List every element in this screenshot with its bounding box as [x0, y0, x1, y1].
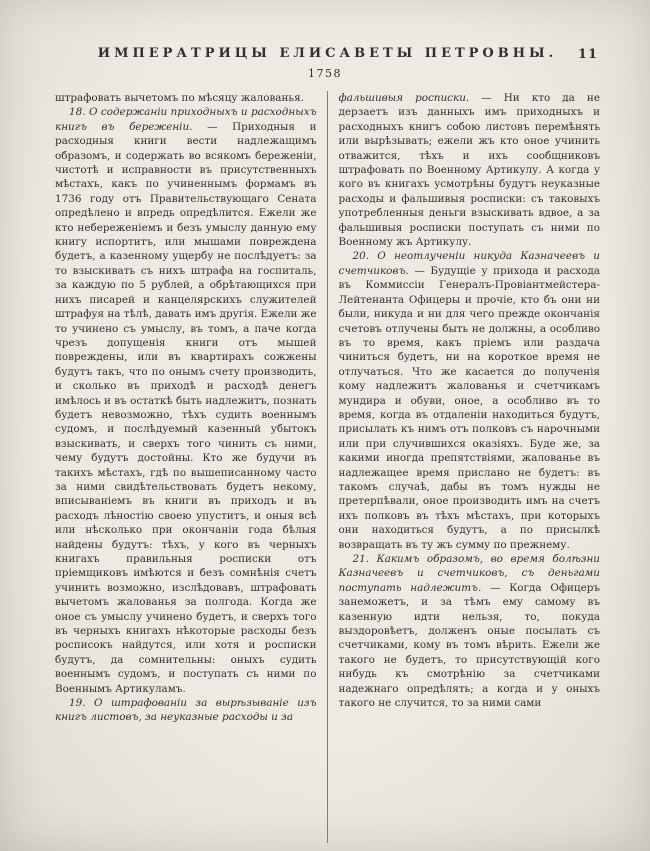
section-21-heading: 21. Какимъ образомъ, во время болѣзни Казначеевъ и счетчиковъ, съ деньгами поступать надлежитъ. — [338, 553, 600, 594]
page-number: 11 — [577, 47, 598, 62]
section-19-heading: 19. О штрафованіи за вырѣзываніе изъ книгъ листовъ, за неуказные расходы и за — [55, 697, 317, 724]
section-19-continuation-heading: фальшивыя росписки. — [338, 92, 470, 104]
right-column — [328, 91, 601, 843]
section-21-body: — Когда Офицеръ занеможетъ, и за тѣмъ ему самому въ казенную идти нельзя, то, покуда выздоровѣетъ, долженъ оные посылать съ счетчиками, кому въ томъ вѣрить. Ежели же такого не будетъ, то присутствующій кого нибудь къ смотрѣнію за счетчиками надежнаго опредѣлять; а когда и у оныхъ такого не случится, то за ними сами — [338, 581, 600, 710]
section-21 — [339, 552, 601, 710]
text-columns — [55, 91, 600, 843]
section-20-heading: 20. О неотлученіи никуда Казначеевъ и счетчиковъ. — [338, 250, 600, 277]
section-19-continuation — [339, 91, 601, 249]
running-head — [55, 46, 600, 64]
section-18-heading: 18. О содержаніи приходныхъ и расходныхъ книгъ въ береженіи. — [55, 106, 317, 133]
section-18 — [55, 105, 317, 696]
page-year: 1758 — [308, 67, 342, 80]
section-20 — [339, 249, 601, 552]
section-18-body: — Приходныя и расходныя книги вести надлежащимъ образомъ, и содержать во всякомъ береженіи, чистотѣ и исправности въ присутственныхъ мѣстахъ, какъ по учиненнымъ формамъ въ 1736 году отъ Правительствующаго Сената опредѣлено и впредь опредѣлится. Ежели же кто небереженіемъ и безъ умыслу данную ему книгу испортитъ, или мышами повреждена будетъ, а казенному ущербу не послѣдуетъ: за то взыскивать съ нихъ штрафа на госпиталь, за каждую по 5 рублей, а обрѣтающихся при нихъ писарей и канцелярскихъ служителей штрафуя на тѣлѣ, давать имъ другія. Ежели же то учинено съ умыслу, въ томъ, а паче когда чрезъ допущенія книги отъ мышей повреждены, или въ квартирахъ сожжены будутъ такъ, что по онымъ счету производить, и сколько въ приходѣ и расходѣ денегъ имѣлось и въ остаткѣ быть надлежитъ, познать будетъ невозможно, тѣхъ судить военнымъ судомъ, и послѣдуемый казенный убытокъ взыскивать, и сверхъ того чинить съ ними, чему будутъ достойны. Кто же будучи въ такихъ мѣстахъ, гдѣ по вышеписанному часто за ними свидѣтельствовать будетъ некому, вписываніемъ въ книги въ приходъ и въ расходъ лѣностію своею упуститъ, и оныя всѣ или нѣсколько при окончаніи года бѣлыя найдены будутъ: тѣхъ, у кого въ черныхъ книгахъ правильныя росписки отъ пріемщиковъ имѣются и безъ сомнѣнія счетъ учинить возможно, изслѣдовавъ, штрафовать вычетомъ жалованья за полгода. Когда же оное съ умыслу учинено будетъ, и сверхъ того въ черныхъ книгахъ нѣкоторые расходы безъ росписокъ найдутся, или хотя и росписки будутъ, да сомнительны: оныхъ судить военнымъ судомъ, и поступать съ ними по Военнымъ Артикуламъ. — [55, 120, 317, 695]
page-header-title: ИМПЕРАТРИЦЫ ЕЛИСАВЕТЫ ПЕТРОВНЫ. — [97, 46, 558, 61]
paragraph-continuation: штрафовать вычетомъ по мѣсяцу жалованья. — [55, 92, 304, 104]
section-19 — [55, 696, 317, 725]
left-column — [55, 91, 327, 843]
section-20-body: — Будущіе у прихода и расхода въ Коммиссіи Генералъ-Провіантмейстера-Лейтенанта Офицеры и прочіе, кто бъ они ни были, никуда и ни для чего прежде окончанія счетовъ отлучены быть не должны, а особливо въ то время, какъ пріемъ или раздача чиниться будетъ, ни на короткое время не отлучаться. Что же касается до полученія кому надлежитъ жалованья и счетчикамъ мундира и обуви, оное, а особливо въ то время, когда въ отдаленіи находиться будутъ, присылать къ нимъ отъ полковъ съ нарочными или при случившихся оказіяхъ. Буде же, за какими иногда препятствіями, жалованье въ надлежащее время прислано не будетъ: въ такомъ случаѣ, дабы въ томъ нужды не претерпѣвали, оное производить имъ на счетъ ихъ полковъ въ тѣхъ мѣстахъ, при которыхъ они находиться будутъ, а по присылкѣ возвращать въ ту жъ сумму по прежнему. — [338, 264, 600, 551]
section-19-continuation-body: — Ни кто да не дерзаетъ изъ данныхъ имъ приходныхъ и расходныхъ книгъ собою листовъ перемѣнять или вырѣзывать; ежели жъ кто оное учинить отважится, тѣхъ и ихъ сообщниковъ штрафовать по Военному Артикулу. А когда у кого въ книгахъ усмотрѣны будутъ неуказные расходы и фальшивыя росписки: съ таковыхъ употребленныя деньги взыскивать вдвое, а за фальшивыя росписки поступать съ ними по Военному жъ Артикулу. — [338, 92, 600, 249]
